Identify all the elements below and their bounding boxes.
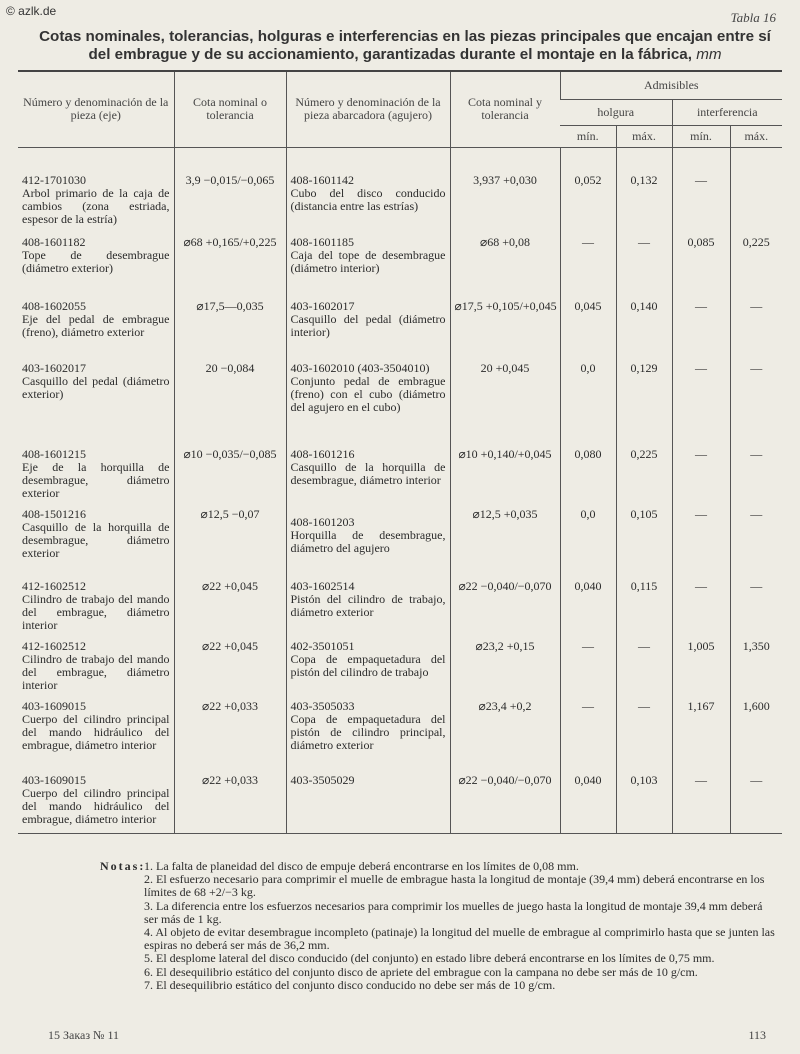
holgura-max: 0,132 [616,147,672,226]
holgura-min: — [560,696,616,772]
page-title [30,28,780,64]
hole-code: 408-1601216 [290,446,355,461]
holgura-max: — [616,696,672,772]
watermark: © azlk.de [6,4,57,18]
title-unit: mm [696,46,722,63]
header-shaft: Número y denominación de la pieza (eje) [18,71,174,147]
shaft-desc: Casquillo de la horquilla de desembrague, diámetro exterior [22,519,170,560]
hole-code: 403-3505029 [290,772,355,787]
hole-desc: Casquillo del pedal (diámetro interior) [290,311,446,339]
interferencia-max: — [730,772,782,834]
note-item: 3. La diferencia entre los esfuerzos necesarios para comprimir los muelles de juego hasta la longitud de montaje 39,4 mm deberá ser más de 1 kg. [144,898,763,926]
hole-dim: ⌀17,5 +0,105/+0,045 [450,296,560,356]
shaft-dim: ⌀22 +0,033 [174,772,286,834]
holgura-min: 0,045 [560,296,616,356]
holgura-max: 0,140 [616,296,672,356]
shaft-dim: 20 −0,084 [174,356,286,444]
interferencia-max: 0,225 [730,226,782,296]
holgura-min: 0,0 [560,356,616,444]
holgura-min: 0,080 [560,444,616,504]
table-row [18,772,782,834]
shaft-dim: ⌀22 +0,045 [174,576,286,636]
table-number: Tabla 16 [730,10,776,25]
shaft-dim: ⌀22 +0,045 [174,636,286,696]
title-text: Cotas nominales, tolerancias, holguras e interferencias en las piezas principales que encajan entre sí del embrague y de su accionamiento, garantizadas durante el montaje en la fábrica, [39,28,771,63]
table-body [18,147,782,834]
interferencia-min: 1,167 [672,696,730,772]
fit-tolerance-table [18,70,782,834]
shaft-dim: ⌀17,5—0,035 [174,296,286,356]
hole-dim: ⌀10 +0,140/+0,045 [450,444,560,504]
hole-dim: ⌀12,5 +0,035 [450,504,560,576]
shaft-code: 403-1602017 [22,360,86,375]
table-row [18,356,782,444]
shaft-code: 408-1601182 [22,234,86,249]
interferencia-min: — [672,356,730,444]
shaft-desc: Arbol primario de la caja de cambios (zona estriada, espesor de la estría) [22,185,170,226]
hole-desc: Casquillo de la horquilla de desembrague, diámetro interior [290,459,446,487]
note-item: 1. La falta de planeidad del disco de empuje deberá encontrarse en los límites de 0,08 mm. [144,859,579,873]
header-interferencia-min: mín. [672,125,730,147]
shaft-code: 412-1701030 [22,172,86,187]
shaft-code: 408-1601215 [22,446,86,461]
interferencia-max: 1,600 [730,696,782,772]
interferencia-max: — [730,504,782,576]
hole-dim: ⌀23,2 +0,15 [450,636,560,696]
hole-dim: 20 +0,045 [450,356,560,444]
shaft-code: 403-1609015 [22,698,86,713]
shaft-dim: ⌀22 +0,033 [174,696,286,772]
header-interferencia-max: máx. [730,125,782,147]
shaft-code: 408-1501216 [22,506,86,521]
holgura-min: 0,040 [560,772,616,834]
hole-desc: Caja del tope de desembrague (diámetro interior) [290,247,446,275]
shaft-dim: ⌀12,5 −0,07 [174,504,286,576]
interferencia-min: — [672,576,730,636]
shaft-code: 412-1602512 [22,578,86,593]
interferencia-min: 0,085 [672,226,730,296]
header-shaft-dim: Cota nominal o tolerancia [174,71,286,147]
hole-desc: Pistón del cilindro de trabajo, diámetro exterior [290,591,446,619]
interferencia-max: — [730,296,782,356]
hole-code: 403-1602017 [290,298,355,313]
holgura-min: 0,0 [560,504,616,576]
shaft-dim: 3,9 −0,015/−0,065 [174,147,286,226]
interferencia-max: — [730,356,782,444]
hole-desc: Horquilla de desembrague, diámetro del agujero [290,527,446,555]
hole-dim: 3,937 +0,030 [450,147,560,226]
hole-desc: Copa de empaquetadura del pistón de cilindro principal, diámetro exterior [290,711,446,752]
hole-code: 403-1602010 (403-3504010) [290,360,430,375]
hole-dim: ⌀22 −0,040/−0,070 [450,576,560,636]
table-row [18,636,782,696]
holgura-min: 0,040 [560,576,616,636]
interferencia-max: — [730,444,782,504]
header-admisibles: Admisibles [560,71,782,99]
hole-desc: Copa de empaquetadura del pistón del cilindro de trabajo [290,651,446,679]
table-row [18,296,782,356]
table-row [18,226,782,296]
hole-code: 403-3505033 [290,698,355,713]
holgura-max: 0,129 [616,356,672,444]
shaft-code: 403-1609015 [22,772,86,787]
page-number: 113 [748,1028,766,1042]
hole-dim: ⌀23,4 +0,2 [450,696,560,772]
shaft-desc: Cilindro de trabajo del mando del embrague, diámetro interior [22,651,170,692]
hole-dim: ⌀22 −0,040/−0,070 [450,772,560,834]
interferencia-max: — [730,576,782,636]
shaft-desc: Eje del pedal de embrague (freno), diámetro exterior [22,311,170,339]
holgura-max: 0,115 [616,576,672,636]
hole-desc: Cubo del disco conducido (distancia entre las estrías) [290,185,446,213]
interferencia-min: — [672,504,730,576]
holgura-max: 0,225 [616,444,672,504]
table-header [18,71,782,147]
note-item: 2. El esfuerzo necesario para comprimir el muelle de embrague hasta la longitud de montaje (39,4 mm) deberá encontrarse en los límites de 68 +2/−3 kg. [144,872,765,900]
header-holgura: holgura [560,99,672,125]
shaft-code: 408-1602055 [22,298,86,313]
shaft-desc: Eje de la horquilla de desembrague, diámetro exterior [22,459,170,500]
holgura-max: 0,105 [616,504,672,576]
holgura-max: 0,103 [616,772,672,834]
hole-code: 402-3501051 [290,638,355,653]
shaft-desc: Cilindro de trabajo del mando del embrague, diámetro interior [22,591,170,632]
note-item: 5. El desplome lateral del disco conducido (del conjunto) en estado libre deberá encontrarse en los límites de 0,75 mm. [144,951,715,966]
interferencia-min: — [672,772,730,834]
hole-code: 408-1601185 [290,234,355,249]
table-row [18,147,782,226]
interferencia-max: 1,350 [730,636,782,696]
holgura-min: — [560,636,616,696]
holgura-max: — [616,226,672,296]
header-holgura-max: máx. [616,125,672,147]
notes-label: Notas: [100,859,146,873]
table-row [18,444,782,504]
note-item: 4. Al objeto de evitar desembrague incompleto (patinaje) la longitud del muelle de embrague al comprimirlo hasta que se junten las espiras no deberá ser más de 36,2 mm. [144,925,775,953]
interferencia-min: 1,005 [672,636,730,696]
header-holgura-min: mín. [560,125,616,147]
shaft-dim: ⌀10 −0,035/−0,085 [174,444,286,504]
holgura-max: — [616,636,672,696]
interferencia-min: — [672,296,730,356]
shaft-dim: ⌀68 +0,165/+0,225 [174,226,286,296]
holgura-min: 0,052 [560,147,616,226]
interferencia-min: — [672,147,730,226]
interferencia-min: — [672,444,730,504]
holgura-min: — [560,226,616,296]
hole-code: 403-1602514 [290,578,355,593]
shaft-desc: Tope de desembrague (diámetro exterior) [22,247,170,275]
table-row [18,576,782,636]
hole-desc: Conjunto pedal de embrague (freno) con el cubo (diámetro del agujero en el cubo) [290,373,446,414]
hole-code: 408-1601142 [290,172,355,187]
table-row [18,696,782,772]
table-row [18,504,782,576]
shaft-desc: Cuerpo del cilindro principal del mando hidráulico del embrague, diámetro interior [22,785,170,826]
note-item: 7. El desequilibrio estático del conjunto disco conducido no debe ser más de 10 g/cm. [144,977,556,992]
notes [92,860,776,992]
header-hole: Número y denominación de la pieza abarcadora (agujero) [286,71,450,147]
shaft-desc: Cuerpo del cilindro principal del mando hidráulico del embrague, diámetro interior [22,711,170,752]
footer-signature: 15 Заказ № 11 [48,1028,120,1042]
hole-code: 408-1601203 [290,514,355,529]
header-hole-dim: Cota nominal y tolerancia [450,71,560,147]
hole-dim: ⌀68 +0,08 [450,226,560,296]
shaft-code: 412-1602512 [22,638,86,653]
note-item: 6. El desequilibrio estático del conjunto disco de apriete del embrague con la campana no debe ser más de 10 g/cm. [144,964,698,979]
interferencia-max [730,147,782,226]
header-interferencia: interferencia [672,99,782,125]
shaft-desc: Casquillo del pedal (diámetro exterior) [22,373,170,401]
